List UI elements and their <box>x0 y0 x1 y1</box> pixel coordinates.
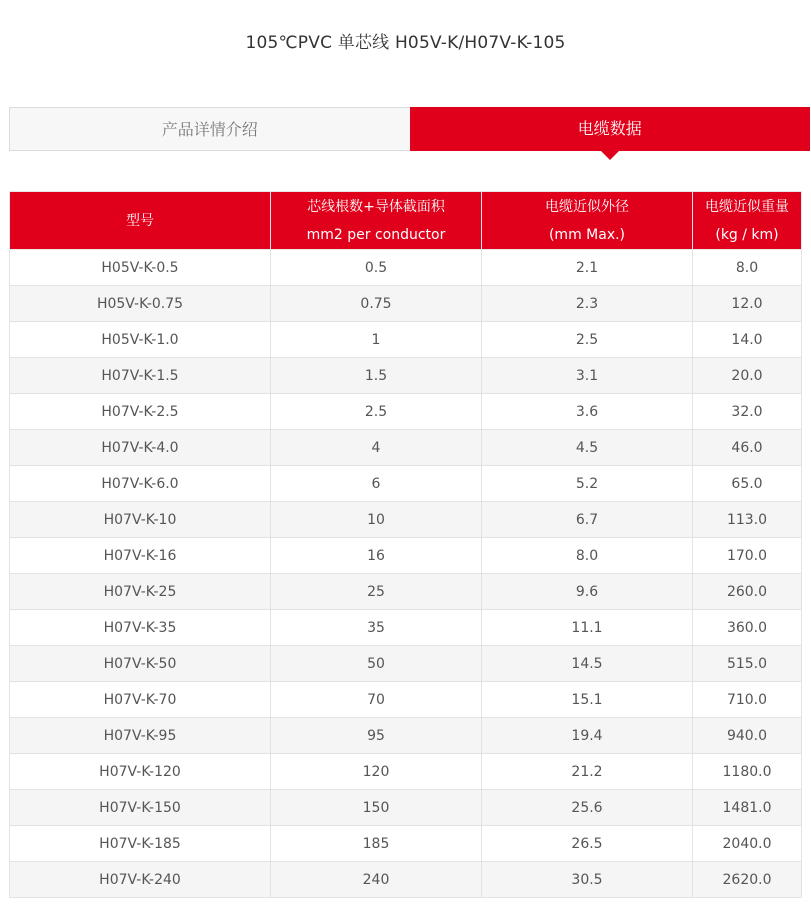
cell-conductor-size: 0.5 <box>271 250 482 286</box>
table-body <box>10 250 802 898</box>
header-weight-label: 电缆近似重量 <box>705 198 789 215</box>
table-row <box>10 790 802 826</box>
cell-outer-diameter: 8.0 <box>482 538 693 574</box>
table-row <box>10 286 802 322</box>
cell-conductor-size: 185 <box>271 826 482 862</box>
cell-model: H07V-K-25 <box>10 574 271 610</box>
cell-conductor-size: 25 <box>271 574 482 610</box>
table-row <box>10 394 802 430</box>
table-row <box>10 538 802 574</box>
cell-conductor-size: 16 <box>271 538 482 574</box>
cell-outer-diameter: 11.1 <box>482 610 693 646</box>
cell-weight: 65.0 <box>693 466 802 502</box>
cell-weight: 515.0 <box>693 646 802 682</box>
cell-model: H05V-K-0.75 <box>10 286 271 322</box>
table-row <box>10 826 802 862</box>
cell-conductor-size: 240 <box>271 862 482 898</box>
cell-weight: 940.0 <box>693 718 802 754</box>
cell-outer-diameter: 2.1 <box>482 250 693 286</box>
cell-conductor-size: 1 <box>271 322 482 358</box>
cell-conductor-size: 50 <box>271 646 482 682</box>
cell-outer-diameter: 15.1 <box>482 682 693 718</box>
cell-outer-diameter: 3.1 <box>482 358 693 394</box>
cell-model: H05V-K-1.0 <box>10 322 271 358</box>
cell-model: H07V-K-50 <box>10 646 271 682</box>
active-tab-indicator-icon <box>601 151 619 160</box>
header-outer-diameter-unit: (mm Max.) <box>548 226 626 243</box>
cell-model: H07V-K-16 <box>10 538 271 574</box>
cell-outer-diameter: 4.5 <box>482 430 693 466</box>
tab-bar <box>9 107 810 151</box>
cell-outer-diameter: 2.5 <box>482 322 693 358</box>
cell-model: H07V-K-70 <box>10 682 271 718</box>
cable-data-table <box>9 191 802 898</box>
cell-weight: 710.0 <box>693 682 802 718</box>
cell-model: H07V-K-35 <box>10 610 271 646</box>
cell-weight: 32.0 <box>693 394 802 430</box>
tab-label: 电缆数据 <box>577 119 642 138</box>
table-row <box>10 646 802 682</box>
cell-weight: 2620.0 <box>693 862 802 898</box>
cell-weight: 8.0 <box>693 250 802 286</box>
header-model <box>10 192 271 250</box>
cell-weight: 113.0 <box>693 502 802 538</box>
table-row <box>10 574 802 610</box>
header-conductor-size-label: 芯线根数+导体截面积 <box>307 198 445 215</box>
header-outer-diameter-label: 电缆近似外径 <box>545 198 629 215</box>
cell-outer-diameter: 19.4 <box>482 718 693 754</box>
cell-model: H07V-K-4.0 <box>10 430 271 466</box>
cell-model: H07V-K-185 <box>10 826 271 862</box>
cell-model: H07V-K-1.5 <box>10 358 271 394</box>
cell-model: H07V-K-6.0 <box>10 466 271 502</box>
cell-outer-diameter: 6.7 <box>482 502 693 538</box>
cell-conductor-size: 6 <box>271 466 482 502</box>
cell-conductor-size: 10 <box>271 502 482 538</box>
cell-conductor-size: 120 <box>271 754 482 790</box>
cell-conductor-size: 4 <box>271 430 482 466</box>
table-header-row <box>10 192 802 250</box>
cell-conductor-size: 2.5 <box>271 394 482 430</box>
tab-product-details[interactable] <box>9 107 410 151</box>
cell-weight: 46.0 <box>693 430 802 466</box>
cell-model: H07V-K-150 <box>10 790 271 826</box>
cell-outer-diameter: 21.2 <box>482 754 693 790</box>
header-weight-unit: (kg / km) <box>715 226 779 243</box>
header-model-label: 型号 <box>126 212 154 229</box>
table-row <box>10 322 802 358</box>
table-row <box>10 718 802 754</box>
cell-weight: 2040.0 <box>693 826 802 862</box>
cell-model: H07V-K-95 <box>10 718 271 754</box>
cell-model: H07V-K-10 <box>10 502 271 538</box>
table-row <box>10 682 802 718</box>
cell-outer-diameter: 14.5 <box>482 646 693 682</box>
cell-outer-diameter: 30.5 <box>482 862 693 898</box>
table-row <box>10 754 802 790</box>
cell-outer-diameter: 25.6 <box>482 790 693 826</box>
table-row <box>10 502 802 538</box>
cell-outer-diameter: 3.6 <box>482 394 693 430</box>
cell-weight: 12.0 <box>693 286 802 322</box>
cell-model: H05V-K-0.5 <box>10 250 271 286</box>
table-row <box>10 862 802 898</box>
header-outer-diameter <box>482 192 693 250</box>
cell-outer-diameter: 9.6 <box>482 574 693 610</box>
header-conductor-size <box>271 192 482 250</box>
table-row <box>10 466 802 502</box>
tab-label: 产品详情介绍 <box>161 120 258 139</box>
header-weight <box>693 192 802 250</box>
cell-conductor-size: 35 <box>271 610 482 646</box>
cell-weight: 260.0 <box>693 574 802 610</box>
cell-conductor-size: 1.5 <box>271 358 482 394</box>
cell-weight: 20.0 <box>693 358 802 394</box>
page-title: 105℃PVC 单芯线 H05V-K/H07V-K-105 <box>245 33 566 53</box>
cell-model: H07V-K-240 <box>10 862 271 898</box>
cell-weight: 1481.0 <box>693 790 802 826</box>
table-row <box>10 250 802 286</box>
cell-conductor-size: 0.75 <box>271 286 482 322</box>
cell-conductor-size: 95 <box>271 718 482 754</box>
cell-outer-diameter: 2.3 <box>482 286 693 322</box>
cell-weight: 170.0 <box>693 538 802 574</box>
table-row <box>10 430 802 466</box>
cell-outer-diameter: 5.2 <box>482 466 693 502</box>
header-conductor-size-unit: mm2 per conductor <box>306 226 446 243</box>
cell-outer-diameter: 26.5 <box>482 826 693 862</box>
cell-model: H07V-K-2.5 <box>10 394 271 430</box>
cell-weight: 360.0 <box>693 610 802 646</box>
tab-cable-data[interactable] <box>410 107 811 151</box>
table-row <box>10 610 802 646</box>
cell-conductor-size: 70 <box>271 682 482 718</box>
cell-model: H07V-K-120 <box>10 754 271 790</box>
cell-conductor-size: 150 <box>271 790 482 826</box>
cell-weight: 1180.0 <box>693 754 802 790</box>
table-row <box>10 358 802 394</box>
cell-weight: 14.0 <box>693 322 802 358</box>
